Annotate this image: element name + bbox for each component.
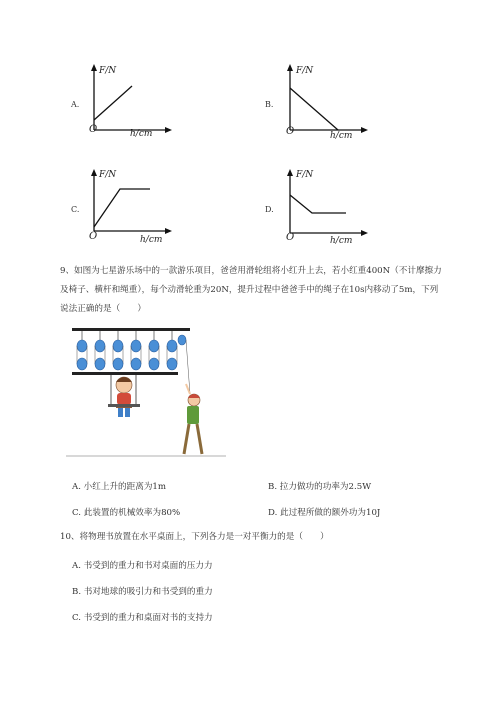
graph-b-line	[290, 88, 338, 130]
question-9-choice-d[interactable]: D. 此过程所做的额外功为10J	[268, 508, 381, 518]
question-10-choice-c[interactable]: C. 书受到的重力和桌面对书的支持力	[72, 613, 213, 623]
question-9-choice-b[interactable]: B. 拉力做功的功率为2.5W	[268, 482, 372, 492]
graph-a-x-label: h/cm	[130, 129, 153, 139]
graph-a	[80, 60, 200, 160]
question-10-choice-a[interactable]: A. 书受到的重力和书对桌面的压力力	[72, 561, 213, 571]
graph-d-line	[290, 195, 346, 213]
graph-b-x-label: h/cm	[330, 131, 353, 141]
graph-a-origin: O	[89, 124, 98, 135]
option-d-letter: D.	[265, 205, 274, 214]
question-9-line-3: 说法正确的是（ ）	[60, 304, 146, 314]
graph-a-y-label: F/N	[99, 66, 117, 76]
graph-c	[80, 165, 200, 265]
graph-d-x-label: h/cm	[330, 236, 353, 246]
graph-b-y-label: F/N	[296, 66, 314, 76]
pulley-swing-illustration	[66, 322, 226, 462]
graph-c-origin: O	[89, 231, 98, 242]
question-9-choice-c[interactable]: C. 此装置的机械效率为80%	[72, 508, 181, 518]
option-b-letter: B.	[265, 100, 274, 109]
option-a-letter: A.	[71, 100, 80, 109]
graph-b-origin: O	[286, 126, 295, 137]
question-10-stem: 10、将物理书放置在水平桌面上，下列各力是一对平衡力的是（ ）	[60, 532, 329, 542]
question-10-choice-b[interactable]: B. 书对地球的吸引力和书受到的重力	[72, 587, 213, 597]
graph-a-line	[94, 86, 132, 120]
graph-b	[276, 60, 396, 160]
question-9-choice-a[interactable]: A. 小红上升的距离为1m	[72, 482, 167, 492]
question-9-line-2: 及椅子、横杆和绳重），每个动滑轮重为20N，提升过程中爸爸手中的绳子在10s内移动了5m，下列	[60, 285, 439, 295]
question-9-line-1: 9、如图为七星游乐场中的一款游乐项目，爸爸用滑轮组将小红升上去，若小红重400N（不计摩擦力	[60, 266, 442, 276]
graph-d-origin: O	[286, 232, 295, 243]
graph-c-x-label: h/cm	[140, 235, 163, 245]
graph-d-y-label: F/N	[296, 170, 314, 180]
graph-c-line	[94, 189, 150, 227]
graph-c-y-label: F/N	[99, 170, 117, 180]
option-c-letter: C.	[71, 205, 80, 214]
graph-d	[276, 165, 396, 265]
